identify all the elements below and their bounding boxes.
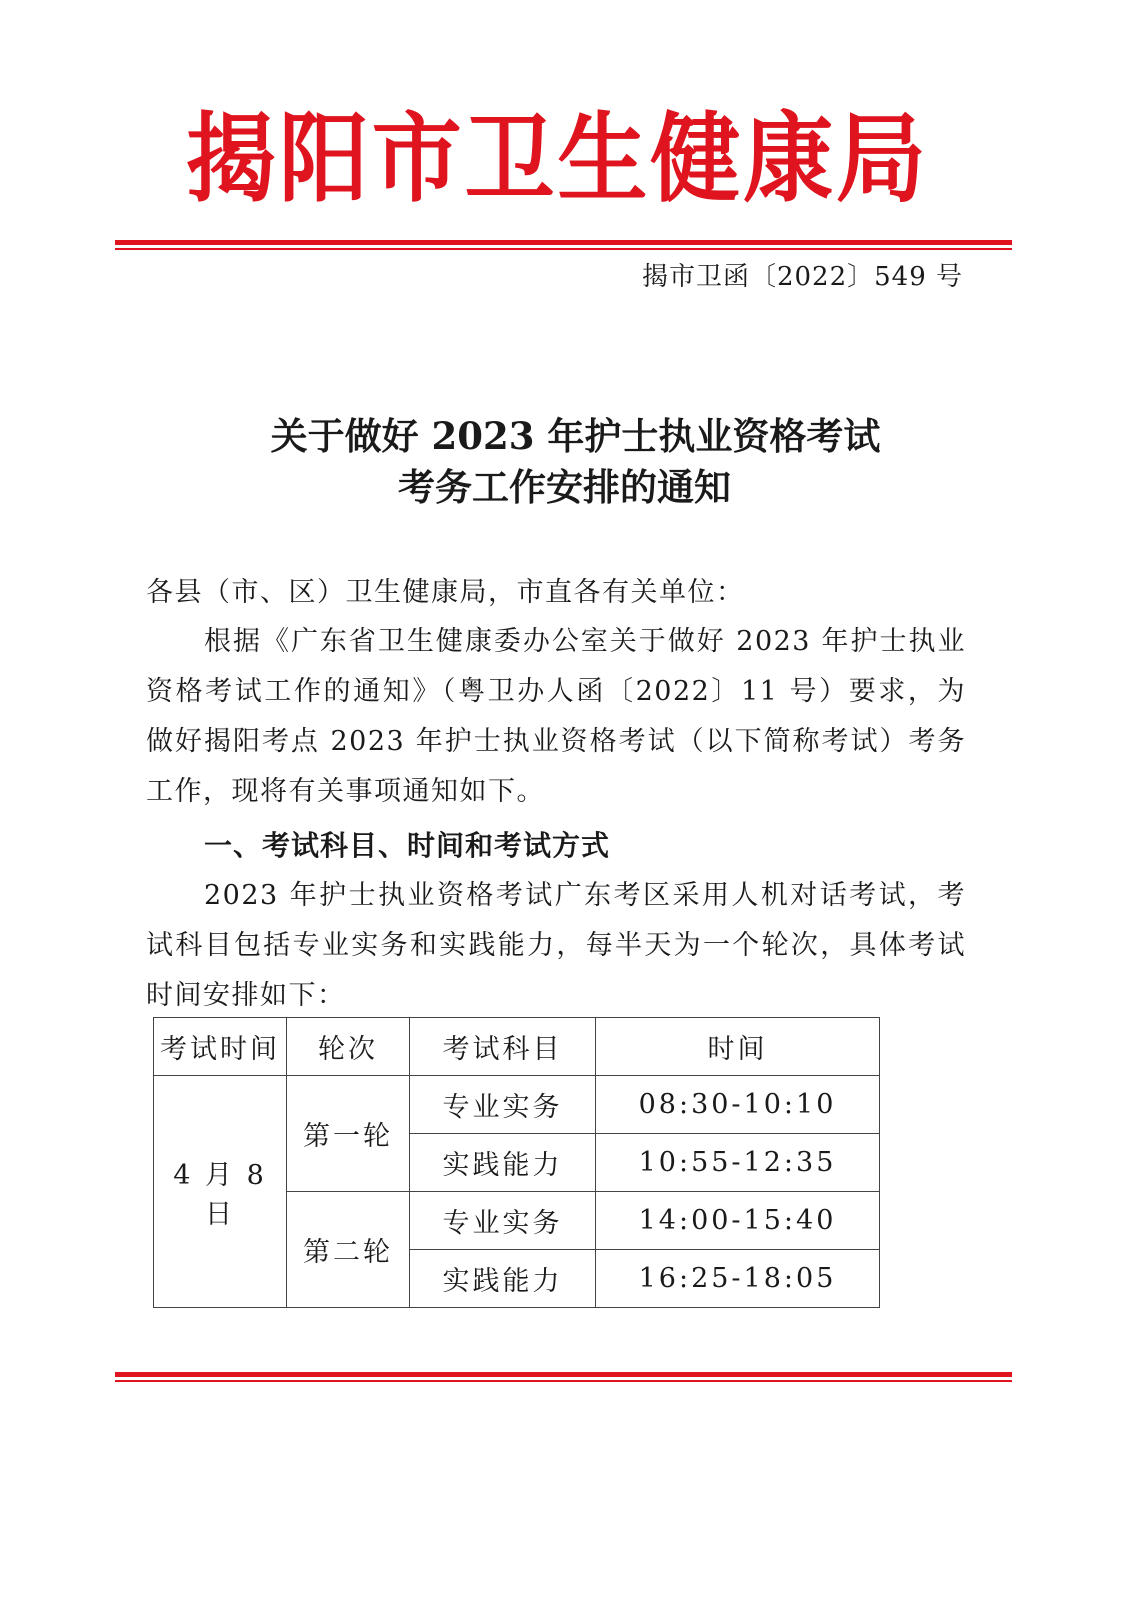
- salutation: 各县（市、区）卫生健康局，市直各有关单位：: [146, 577, 745, 608]
- letterhead-char: 卫: [464, 101, 555, 217]
- document-title-line1: 关于做好 2023 年护士执业资格考试: [270, 414, 881, 458]
- time-cell: 14:00-15:40: [596, 1192, 880, 1250]
- table-header-cell: 考试时间: [154, 1018, 287, 1076]
- time-cell: 16:25-18:05: [596, 1250, 880, 1308]
- letterhead-rule-thin: [115, 248, 1012, 250]
- round-cell: 第一轮: [287, 1076, 410, 1192]
- letterhead-char: 市: [371, 101, 462, 217]
- letterhead-char: 揭: [186, 101, 276, 217]
- table-header-cell: 考试科目: [410, 1018, 596, 1076]
- intro-paragraph: 根据《广东省卫生健康委办公室关于做好 2023 年护士执业资格考试工作的通知》（粤卫办人函〔2022〕11 号）要求，为做好揭阳考点 2023 年护士执业资格考试（以下简称考试）考务工作，现将有关事项通知如下。: [146, 626, 966, 807]
- subject-cell: 专业实务: [410, 1076, 596, 1134]
- table-header-cell: 轮次: [287, 1018, 410, 1076]
- letterhead-char: 健: [650, 101, 741, 217]
- letterhead-org-name: [186, 101, 926, 217]
- table-header-cell: 时间: [596, 1018, 880, 1076]
- letterhead-rule-thick: [115, 240, 1012, 245]
- subject-cell: 实践能力: [410, 1134, 596, 1192]
- letterhead-char: 康: [743, 101, 834, 217]
- letterhead-char: 阳: [278, 101, 369, 217]
- time-cell: 10:55-12:35: [596, 1134, 880, 1192]
- subject-cell: 专业实务: [410, 1192, 596, 1250]
- exam-paragraph: 2023 年护士执业资格考试广东考区采用人机对话考试，考试科目包括专业实务和实践能力，每半天为一个轮次，具体考试时间安排如下：: [146, 880, 966, 1011]
- letterhead-char: 生: [557, 101, 648, 217]
- round-cell: 第二轮: [287, 1192, 410, 1308]
- document-number: 揭市卫函〔2022〕549 号: [641, 262, 963, 292]
- table-row: [154, 1076, 880, 1134]
- letterhead-char: 局: [835, 101, 926, 217]
- subject-cell: 实践能力: [410, 1250, 596, 1308]
- document-title-line2: 考务工作安排的通知: [398, 465, 731, 509]
- time-cell: 08:30-10:10: [596, 1076, 880, 1134]
- footer-rule-thick: [115, 1372, 1012, 1377]
- section-heading: 一、考试科目、时间和考试方式: [204, 829, 611, 862]
- exam-date-cell: 4 月 8 日: [154, 1076, 287, 1308]
- footer-rule-thin: [115, 1380, 1012, 1382]
- table-header-row: [154, 1018, 880, 1076]
- exam-schedule-table: [153, 1017, 880, 1308]
